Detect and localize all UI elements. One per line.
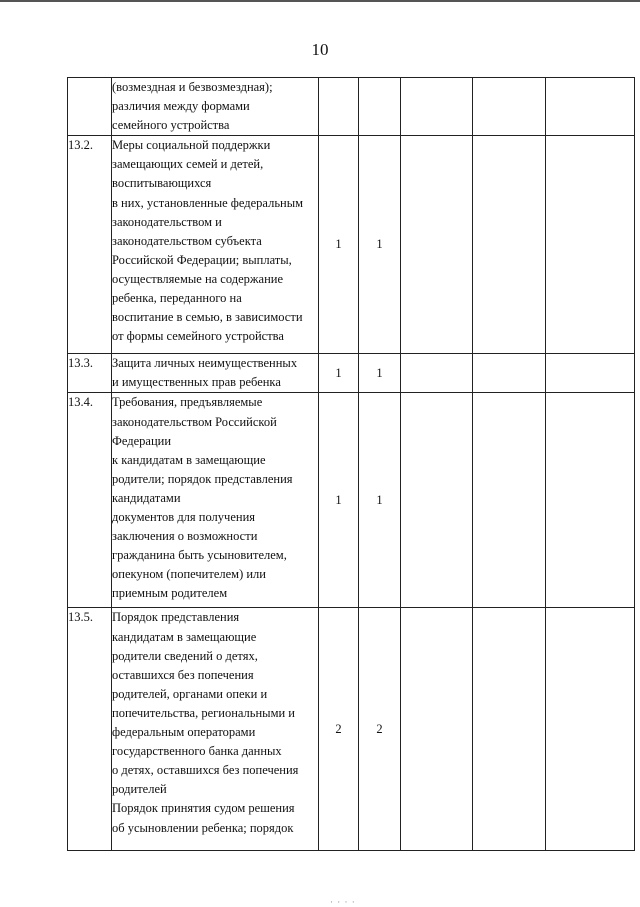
topic-line: законодательством Российской	[112, 414, 277, 429]
row-number: 13.3.	[68, 354, 112, 393]
table-row	[68, 78, 635, 136]
topic-line: гражданина быть усыновителем,	[112, 548, 287, 563]
topic-line: к кандидатам в замещающие	[112, 452, 266, 467]
topic-line: федеральным операторами	[112, 725, 256, 740]
row-number: 13.4.	[68, 393, 112, 608]
topic-line: опекуном (попечителем) или	[112, 567, 266, 582]
empty-cell	[546, 136, 635, 354]
hours-total: 2	[319, 608, 359, 851]
empty-cell	[546, 78, 635, 136]
scan-artifact: · · · ·	[330, 897, 356, 907]
page-number: 10	[311, 40, 329, 59]
topic-line: оставшихся без попечения	[112, 667, 254, 682]
topic-cell	[112, 78, 319, 136]
empty-cell	[401, 78, 473, 136]
topic-line: родителей, органами опеки и	[112, 686, 268, 701]
topic-line: родители сведений о детях,	[112, 648, 258, 663]
hours-total: 1	[319, 393, 359, 608]
hours-lectures: 1	[359, 354, 401, 393]
empty-cell	[401, 136, 473, 354]
topic-line: Порядок представления	[112, 610, 240, 625]
empty-cell	[473, 354, 546, 393]
topic-line: государственного банка данных	[112, 744, 282, 759]
hours-total	[319, 78, 359, 136]
topic-line: ребенка, переданного на	[112, 291, 242, 306]
topic-line: о детях, оставшихся без попечения	[112, 763, 299, 778]
topic-line: Требования, предъявляемые	[112, 395, 263, 410]
topic-line: (возмездная и безвозмездная);	[112, 80, 273, 94]
topic-line: родители; порядок представления	[112, 471, 293, 486]
topic-line: попечительства, региональными и	[112, 705, 295, 720]
topic-cell	[112, 608, 319, 851]
topic-line: Российской Федерации; выплаты,	[112, 252, 292, 267]
topic-line: документов для получения	[112, 510, 256, 525]
table-row	[68, 136, 635, 354]
curriculum-table	[67, 77, 635, 851]
topic-line: законодательством и	[112, 214, 222, 229]
topic-cell	[112, 393, 319, 608]
topic-line: Порядок принятия судом решения	[112, 801, 295, 816]
row-number: 13.2.	[68, 136, 112, 354]
table-row	[68, 393, 635, 608]
hours-lectures: 1	[359, 136, 401, 354]
table-row	[68, 354, 635, 393]
topic-line: законодательством субъекта	[112, 233, 262, 248]
hours-total: 1	[319, 354, 359, 393]
empty-cell	[473, 393, 546, 608]
empty-cell	[546, 608, 635, 851]
row-number: 13.5.	[68, 608, 112, 851]
hours-lectures: 2	[359, 608, 401, 851]
empty-cell	[473, 608, 546, 851]
topic-line: замещающих семей и детей,	[112, 157, 264, 172]
empty-cell	[401, 354, 473, 393]
topic-line: об усыновлении ребенка; порядок	[112, 820, 294, 835]
topic-line: кандидатами	[112, 490, 181, 505]
top-rule	[0, 0, 640, 2]
topic-line: Защита личных неимущественных	[112, 356, 298, 371]
topic-line: в них, установленные федеральным	[112, 195, 304, 210]
empty-cell	[401, 608, 473, 851]
row-number	[68, 78, 112, 136]
topic-line: родителей	[112, 782, 167, 797]
topic-line: Меры социальной поддержки	[112, 138, 271, 153]
hours-lectures	[359, 78, 401, 136]
empty-cell	[473, 78, 546, 136]
topic-line: приемным родителем	[112, 586, 228, 601]
topic-line: заключения о возможности	[112, 529, 258, 544]
topic-line: и имущественных прав ребенка	[112, 375, 281, 390]
topic-line: от формы семейного устройства	[112, 329, 284, 344]
hours-lectures: 1	[359, 393, 401, 608]
topic-line: различия между формами	[112, 99, 250, 114]
empty-cell	[401, 393, 473, 608]
topic-line: кандидатам в замещающие	[112, 629, 257, 644]
topic-line: воспитывающихся	[112, 176, 212, 191]
empty-cell	[473, 136, 546, 354]
table-row	[68, 608, 635, 851]
topic-line: Федерации	[112, 433, 172, 448]
topic-cell	[112, 136, 319, 354]
topic-line: воспитание в семью, в зависимости	[112, 310, 303, 325]
topic-line: семейного устройства	[112, 118, 230, 133]
topic-line: осуществляемые на содержание	[112, 271, 284, 286]
empty-cell	[546, 354, 635, 393]
hours-total: 1	[319, 136, 359, 354]
topic-cell	[112, 354, 319, 393]
empty-cell	[546, 393, 635, 608]
